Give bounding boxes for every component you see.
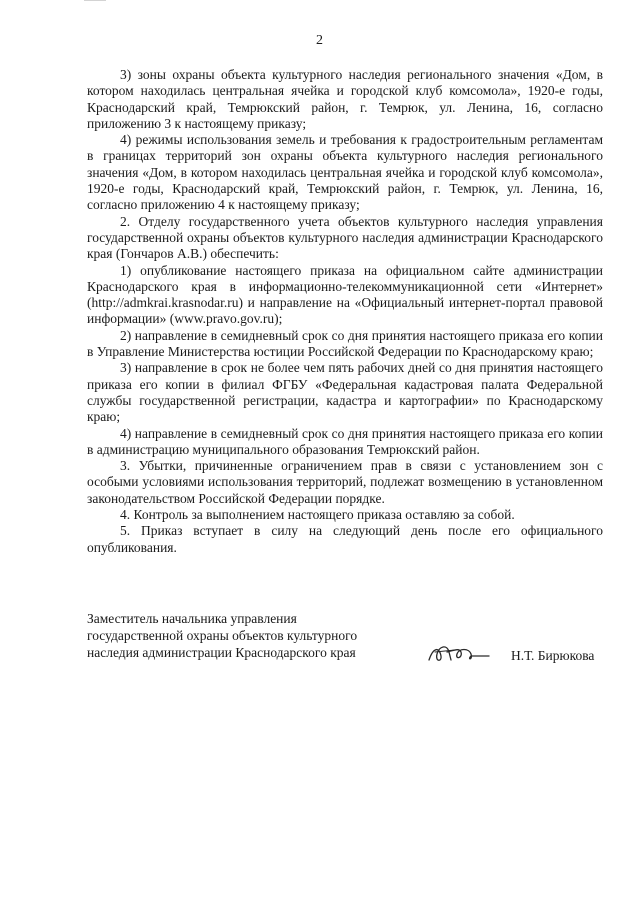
signatory-position [87, 610, 407, 661]
handwritten-signature [425, 638, 495, 668]
signatory-position-line: наследия администрации Краснодарского края [87, 645, 356, 660]
paragraph-control: 4. Контроль за выполнением настоящего приказа оставляю за собой. [120, 507, 515, 523]
paragraph-land-use-regimes: 4) режимы использования земель и требования к градостроительным регламентам в границах территорий зон охраны объекта культурного наследия регионального значения «Дом, в котором находилась центральная ячейка и городской клуб комсомола», 1920-е годы, Краснодарский край, Темрюкский район, г. Темрюк, ул. Ленина, 16, согласно приложению 4 к настоящему приказу; [87, 132, 603, 213]
page-number: 2 [316, 33, 323, 48]
paragraph-municipality: 4) направление в семидневный срок со дня принятия настоящего приказа его копии в администрацию муниципального образования Темрюкский район. [87, 425, 603, 457]
paragraph-effective-date: 5. Приказ вступает в силу на следующий день после его официального опубликования. [87, 523, 603, 555]
paragraph-zones: 3) зоны охраны объекта культурного наследия регионального значения «Дом, в котором находилась центральная ячейка и городской клуб комсомола», 1920-е годы, Краснодарский край, Темрюкский район, г. Темрюк, ул. Ленина, 16, согласно приложению 3 к настоящему приказу; [87, 67, 603, 131]
signatory-position-line: государственной охраны объектов культурного [87, 628, 358, 643]
paragraph-publication: 1) опубликование настоящего приказа на официальном сайте администрации Краснодарского края в информационно-телекоммуникационной сети «Интернет» (http://admkrai.krasnodar.ru) и направление на «Официальный интернет-портал правовой информации» (www.pravo.gov.ru); [87, 262, 603, 327]
paragraph-justice-ministry: 2) направление в семидневный срок со дня принятия настоящего приказа его копии в Управление Министерства юстиции Российской Федерации по Краснодарскому краю; [87, 327, 603, 360]
signatory-name: Н.Т. Бирюкова [511, 648, 595, 663]
scan-artifact [84, 0, 106, 4]
signatory-position-line: Заместитель начальника управления [87, 611, 297, 626]
document-body [87, 67, 603, 556]
paragraph-cadastral-chamber: 3) направление в срок не более чем пять рабочих дней со дня принятия настоящего приказа его копии в филиал ФГБУ «Федеральная кадастровая палата Федеральной службы государственной регистрации, кадастра и картографии» по Краснодарскому краю; [87, 360, 603, 425]
signature-block [87, 610, 607, 661]
paragraph-losses: 3. Убытки, причиненные ограничением прав в связи с установлением зон с особыми условиями использования территорий, подлежат возмещению в установленном законодательством Российской Федерации порядке. [87, 458, 603, 506]
paragraph-department-duties: 2. Отделу государственного учета объектов культурного наследия управления государственной охраны объектов культурного наследия администрации Краснодарского края (Гончаров А.В.) обеспечить: [87, 213, 603, 262]
